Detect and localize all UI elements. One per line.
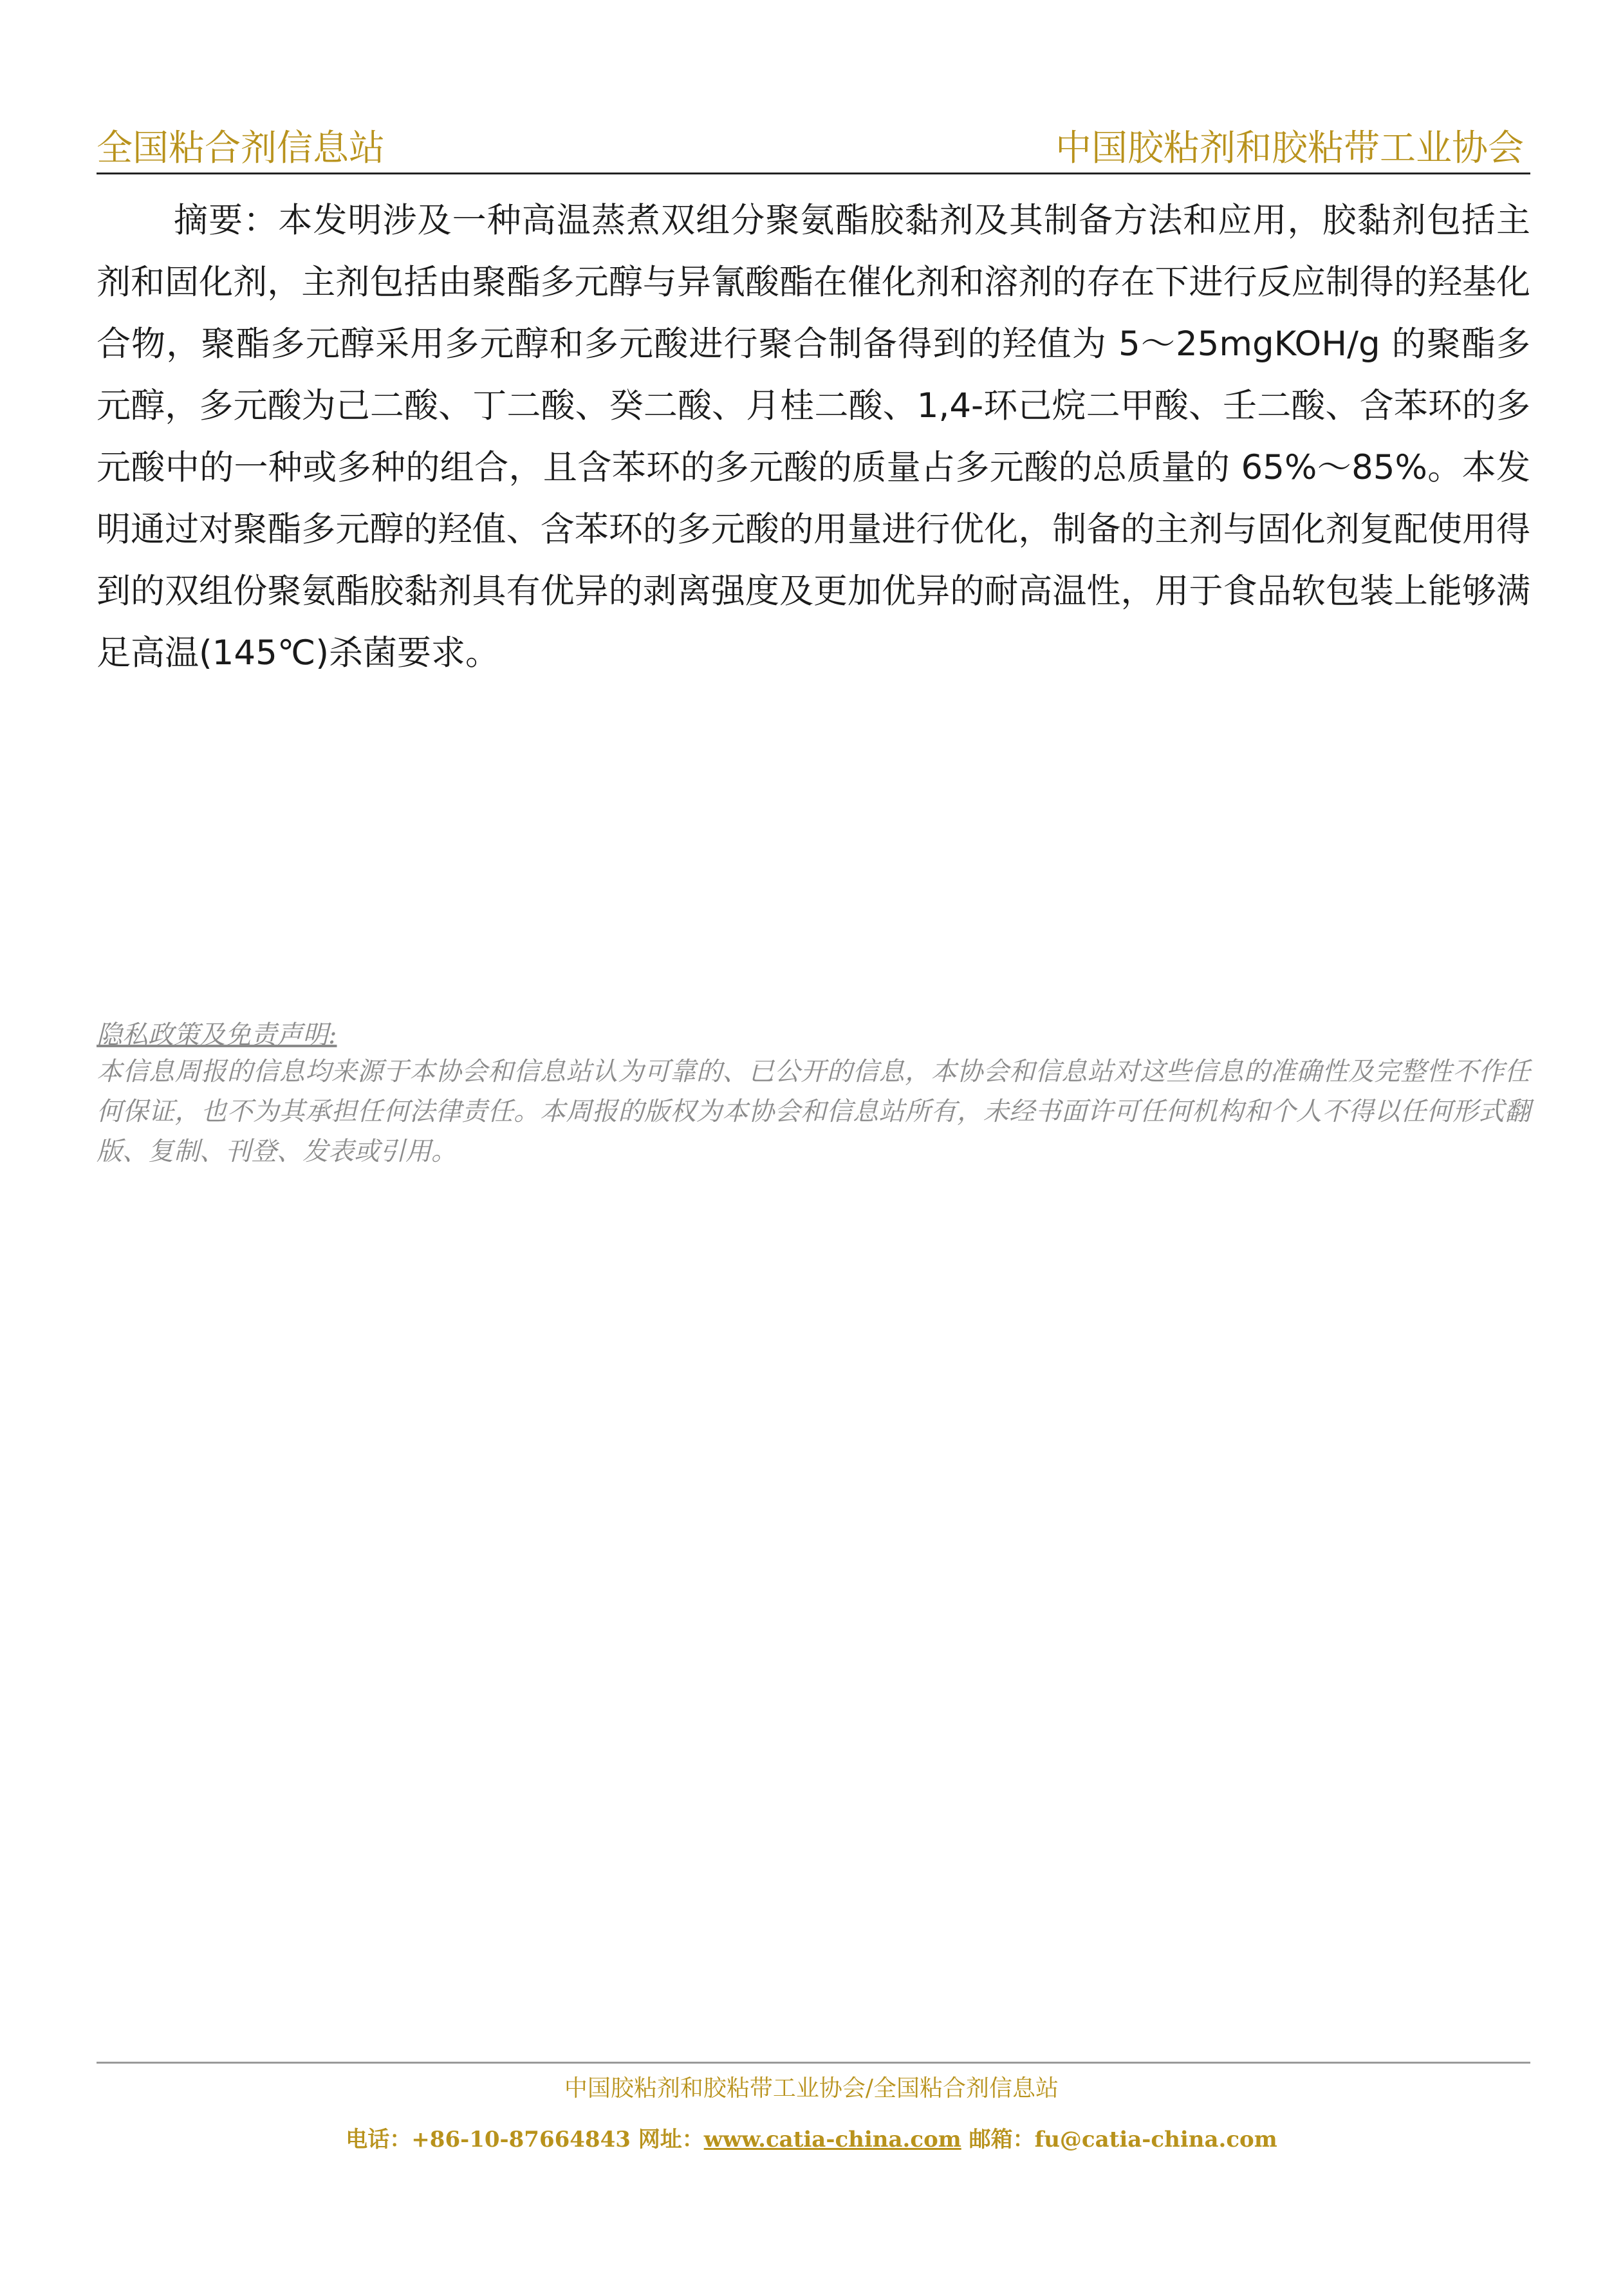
disclaimer-body: 本信息周报的信息均来源于本协会和信息站认为可靠的、已公开的信息，本协会和信息站对这些信息的准确性及完整性不作任何保证，也不为其承担任何法律责任。本周报的版权为本协会和信息站所有，未经书面许可任何机构和个人不得以任何形式翻版、复制、刊登、发表或引用。 [97, 1057, 1530, 1166]
footer-email-label: 邮箱： [961, 2127, 1035, 2152]
footer-phone-text: 电话：+86-10-87664843 网址： [346, 2127, 704, 2152]
footer-website-link[interactable]: www.catia-china.com [703, 2127, 961, 2152]
header-right-title: 中国胶粘剂和胶粘带工业协会 [1055, 127, 1524, 169]
disclaimer-section [97, 1018, 1530, 1171]
footer-email-link[interactable]: fu@catia-china.com [1034, 2127, 1277, 2152]
disclaimer-heading [97, 1018, 1530, 1052]
abstract-paragraph: 摘要：本发明涉及一种高温蒸煮双组分聚氨酯胶黏剂及其制备方法和应用，胶黏剂包括主剂和固化剂，主剂包括由聚酯多元醇与异氰酸酯在催化剂和溶剂的存在下进行反应制得的羟基化合物，聚酯多元醇采用多元醇和多元酸进行聚合制备得到的羟值为 5～25mgKOH/g 的聚酯多元醇，多元酸为己二酸、丁二酸、癸二酸、月桂二酸、1,4-环己烷二甲酸、壬二酸、含苯环的多元酸中的一种或多种的组合，且含苯环的多元酸的质量占多元酸的总质量的 65%～85%。本发明通过对聚酯多元醇的羟值、含苯环的多元酸的用量进行优化，制备的主剂与固化剂复配使用得到的双组份聚氨酯胶黏剂具有优异的剥离强度及更加优异的耐高温性，用于食品软包装上能够满足高温(145℃)杀菌要求。 [97, 201, 1530, 673]
page-header [97, 115, 1530, 174]
disclaimer-heading-text: 隐私政策及免责声明 [97, 1020, 328, 1050]
footer-org-name: 中国胶粘剂和胶粘带工业协会/全国粘合剂信息站 [564, 2075, 1059, 2102]
header-left-title: 全国粘合剂信息站 [97, 127, 385, 169]
footer-contact [0, 2122, 1623, 2153]
footer-divider [97, 2062, 1530, 2064]
disclaimer-heading-colon: : [328, 1020, 337, 1050]
